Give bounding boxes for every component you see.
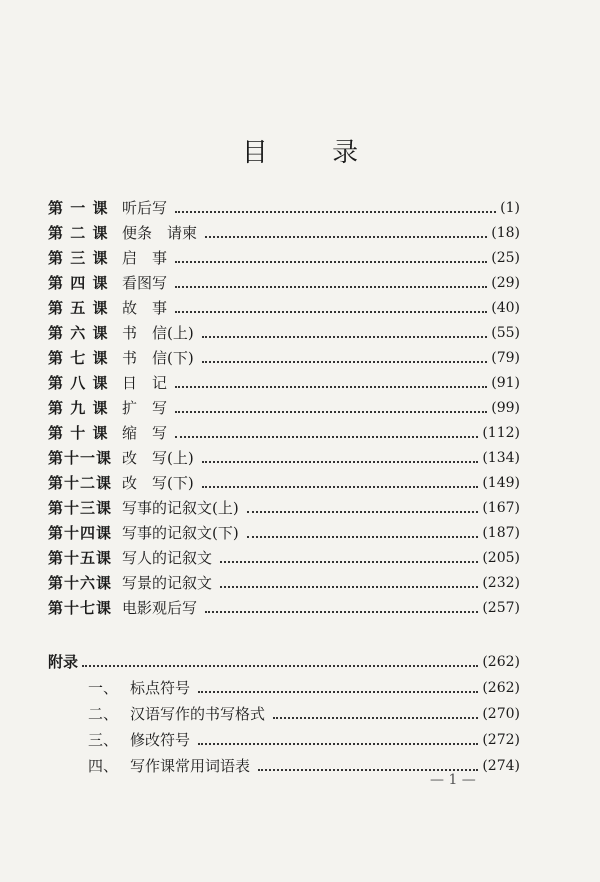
page-number: (232) (482, 575, 520, 591)
page-number: (91) (491, 375, 520, 391)
appendix-item (88, 729, 520, 751)
dot-leader (198, 742, 478, 745)
dot-leader (220, 560, 478, 563)
page-number: (262) (482, 654, 520, 670)
lesson-number: 第 八 课 (48, 374, 109, 392)
page-number: (262) (482, 680, 520, 696)
toc-entry (48, 397, 520, 419)
lesson-title: 写景的记叙文 (122, 574, 213, 592)
toc-entry (48, 297, 520, 319)
page-number: (270) (482, 706, 520, 722)
page-number: (274) (482, 758, 520, 774)
appendix-item-number: 二、 (88, 705, 119, 723)
lesson-number: 第十三课 (48, 499, 113, 517)
dot-leader (175, 310, 487, 313)
toc-entry (48, 347, 520, 369)
dot-leader (202, 360, 488, 363)
lesson-number: 第 七 课 (48, 349, 109, 367)
appendix-item-title: 修改符号 (130, 731, 191, 749)
appendix-entry (48, 651, 520, 673)
page-number: (257) (482, 600, 520, 616)
page-number: (99) (491, 400, 520, 416)
appendix-item (88, 703, 520, 725)
lesson-title: 看图写 (122, 274, 168, 292)
dot-leader (202, 335, 488, 338)
dot-leader (175, 435, 478, 438)
page-number: (134) (482, 450, 520, 466)
page-number: (272) (482, 732, 520, 748)
dot-leader (175, 285, 487, 288)
toc-entry (48, 372, 520, 394)
lesson-title: 写事的记叙文(下) (122, 524, 239, 542)
lesson-title: 启 事 (122, 249, 168, 267)
lesson-number: 第 四 课 (48, 274, 109, 292)
lesson-number: 第十一课 (48, 449, 113, 467)
page-number: (149) (482, 475, 520, 491)
page-number: (25) (491, 250, 520, 266)
dot-leader (247, 510, 479, 513)
lesson-title: 书 信(上) (122, 324, 194, 342)
dot-leader (247, 535, 479, 538)
page-number: (1) (500, 200, 520, 216)
appendix-item-title: 标点符号 (130, 679, 191, 697)
toc-entry (48, 447, 520, 469)
lesson-number: 第十六课 (48, 574, 113, 592)
page-number: (40) (491, 300, 520, 316)
toc-entry (48, 547, 520, 569)
appendix-item-number: 四、 (88, 757, 119, 775)
appendix-label: 附录 (48, 653, 79, 671)
page-number: (18) (491, 225, 520, 241)
lesson-number: 第十四课 (48, 524, 113, 542)
toc-entry (48, 272, 520, 294)
page-number: (187) (482, 525, 520, 541)
lesson-number: 第十二课 (48, 474, 113, 492)
dot-leader (202, 485, 479, 488)
lesson-title: 改 写(下) (122, 474, 194, 492)
dot-leader (205, 610, 478, 613)
toc-entry (48, 597, 520, 619)
page-number: (167) (482, 500, 520, 516)
appendix-item-title: 写作课常用词语表 (130, 757, 251, 775)
folio-page-number: — 1 — (430, 772, 476, 788)
page-number: (205) (482, 550, 520, 566)
appendix-item-number: 一、 (88, 679, 119, 697)
lesson-number: 第 十 课 (48, 424, 109, 442)
page-number: (29) (491, 275, 520, 291)
dot-leader (220, 585, 478, 588)
lesson-title: 写人的记叙文 (122, 549, 213, 567)
toc-entry (48, 522, 520, 544)
dot-leader (258, 768, 478, 771)
toc-entry (48, 197, 520, 219)
lesson-title: 扩 写 (122, 399, 168, 417)
lesson-number: 第 三 课 (48, 249, 109, 267)
dot-leader (202, 460, 479, 463)
page-number: (112) (482, 425, 520, 441)
lesson-number: 第 五 课 (48, 299, 109, 317)
dot-leader (175, 260, 487, 263)
lesson-title: 日 记 (122, 374, 168, 392)
lesson-number: 第 六 课 (48, 324, 109, 342)
appendix-item-title: 汉语写作的书写格式 (130, 705, 266, 723)
toc-entry (48, 222, 520, 244)
lesson-title: 听后写 (122, 199, 168, 217)
toc-entry (48, 322, 520, 344)
dot-leader (82, 664, 478, 667)
appendix-item-number: 三、 (88, 731, 119, 749)
toc-entry (48, 497, 520, 519)
lesson-title: 书 信(下) (122, 349, 194, 367)
lesson-number: 第十七课 (48, 599, 113, 617)
page-title: 目 录 (241, 138, 387, 168)
dot-leader (175, 385, 487, 388)
lesson-number: 第 二 课 (48, 224, 109, 242)
lesson-title: 缩 写 (122, 424, 168, 442)
toc-entry (48, 247, 520, 269)
lesson-title: 写事的记叙文(上) (122, 499, 239, 517)
dot-leader (273, 716, 478, 719)
dot-leader (175, 410, 487, 413)
lesson-number: 第 一 课 (48, 199, 109, 217)
appendix-item (88, 677, 520, 699)
lesson-number: 第十五课 (48, 549, 113, 567)
lesson-number: 第 九 课 (48, 399, 109, 417)
dot-leader (175, 210, 496, 213)
lesson-title: 电影观后写 (122, 599, 198, 617)
lesson-title: 故 事 (122, 299, 168, 317)
toc-entry (48, 472, 520, 494)
lesson-title: 改 写(上) (122, 449, 194, 467)
page-number: (79) (491, 350, 520, 366)
toc-entry (48, 572, 520, 594)
dot-leader (205, 235, 487, 238)
page-number: (55) (491, 325, 520, 341)
toc-entry (48, 422, 520, 444)
lesson-title: 便条 请柬 (122, 224, 198, 242)
dot-leader (198, 690, 478, 693)
